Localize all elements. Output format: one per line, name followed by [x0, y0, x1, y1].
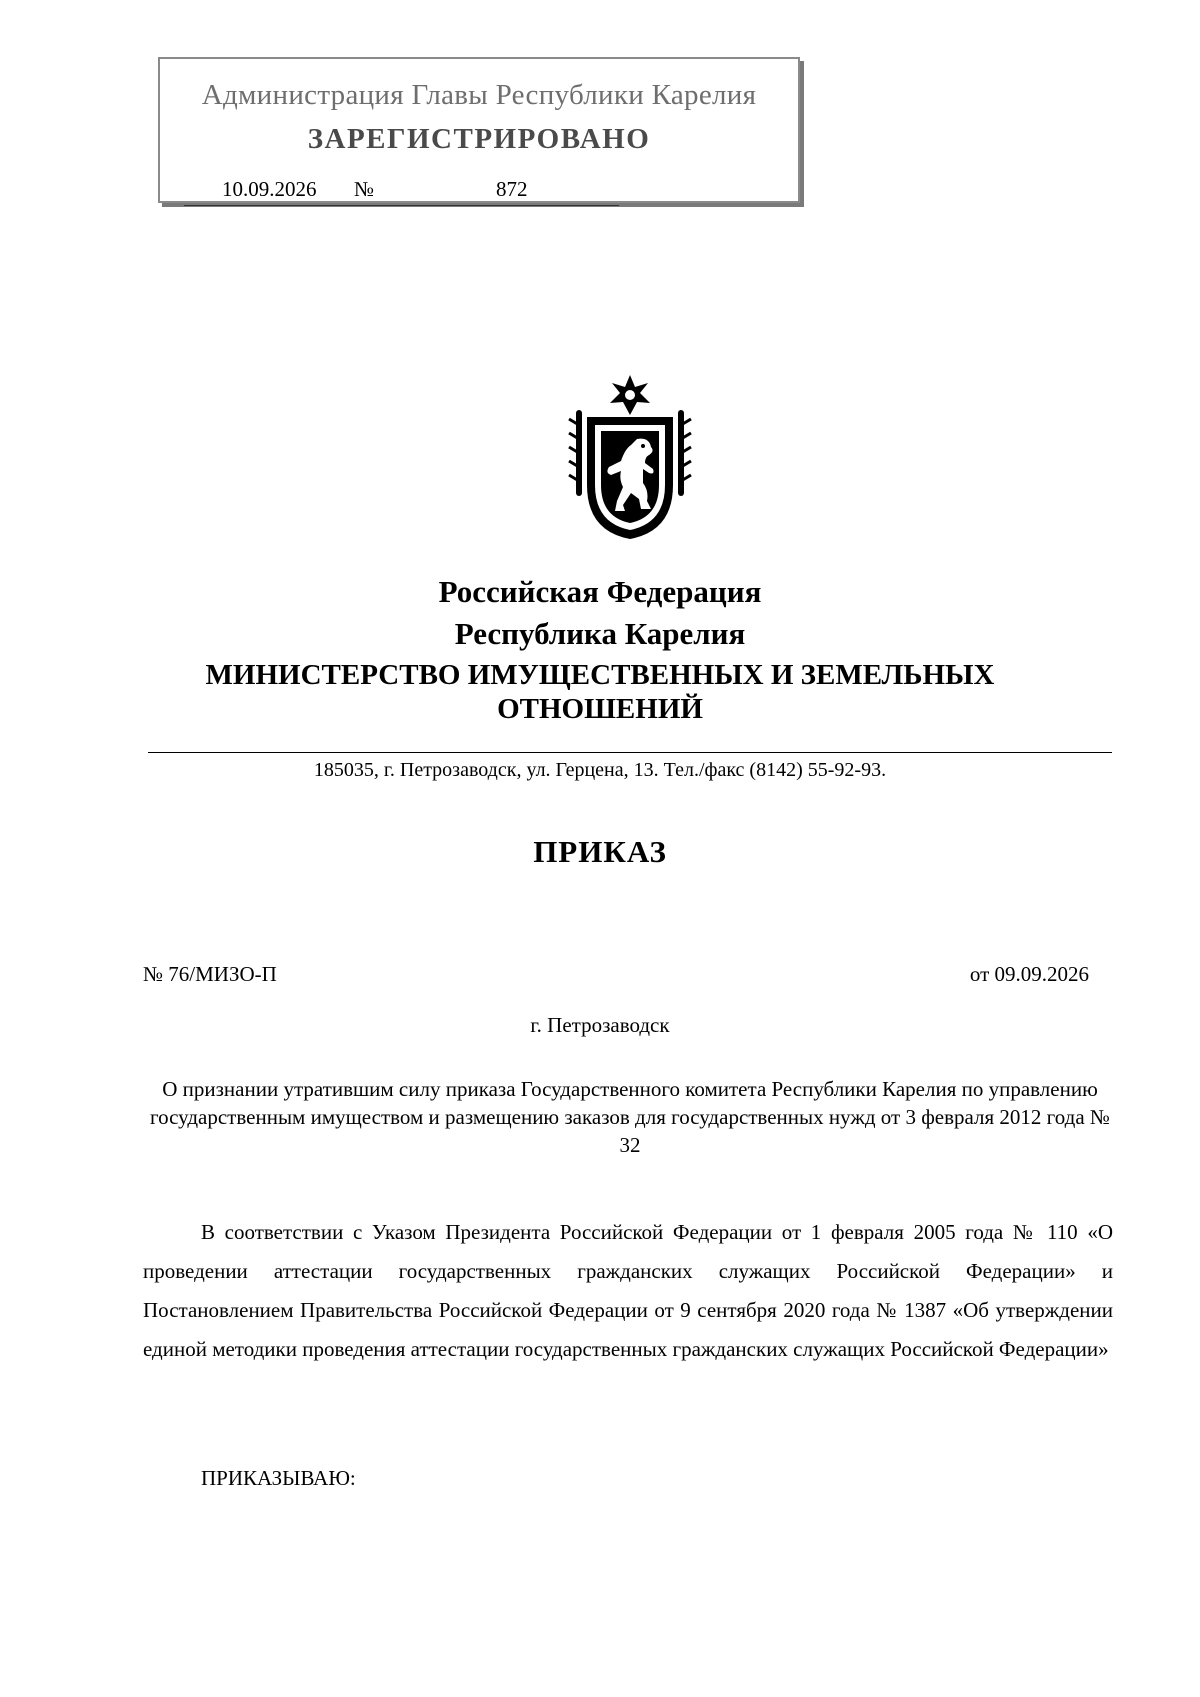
- document-date: от 09.09.2026: [969, 962, 1089, 986]
- document-city: г. Петрозаводск: [530, 1013, 670, 1037]
- stamp-number-sign: №: [354, 177, 375, 201]
- document-subject: О признании утратившим силу приказа Государственного комитета Республики Карелия по управлению государственным имуществом и размещению заказов для государственных нужд от 3 февраля 2012 года № 32: [150, 1077, 1110, 1157]
- stamp-title: ЗАРЕГИСТРИРОВАНО: [307, 123, 651, 155]
- registration-stamp: [158, 57, 800, 203]
- region-heading: Республика Карелия: [454, 616, 746, 651]
- document-number: № 76/МИЗО-П: [143, 962, 277, 986]
- document-body: В соответствии с Указом Президента Российской Федерации от 1 февраля 2005 года № 110 «О проведении аттестации государственных гражданских служащих Российской Федерации» и Постановлением Правительства Российской Федерации от 9 сентября 2020 года № 1387 «Об утверждении единой методики проведения аттестации государственных гражданских служащих Российской Федерации»: [143, 1220, 1113, 1361]
- ministry-address: 185035, г. Петрозаводск, ул. Герцена, 13. Тел./факс (8142) 55-92-93.: [313, 759, 887, 781]
- document-type: ПРИКАЗ: [533, 834, 667, 869]
- karelia-coat-of-arms-icon: [565, 373, 695, 543]
- order-word: ПРИКАЗЫВАЮ:: [201, 1466, 356, 1490]
- stamp-organization: Администрация Главы Республики Карелия: [201, 79, 757, 111]
- stamp-registration-line: [184, 173, 619, 206]
- header-divider: [148, 752, 1112, 753]
- stamp-number: 872: [496, 177, 528, 201]
- stamp-date: 10.09.2026: [222, 177, 317, 201]
- country-heading: Российская Федерация: [438, 574, 762, 609]
- ministry-heading: МИНИСТЕРСТВО ИМУЩЕСТВЕННЫХ И ЗЕМЕЛЬНЫХ ОТНОШЕНИЙ: [205, 659, 995, 725]
